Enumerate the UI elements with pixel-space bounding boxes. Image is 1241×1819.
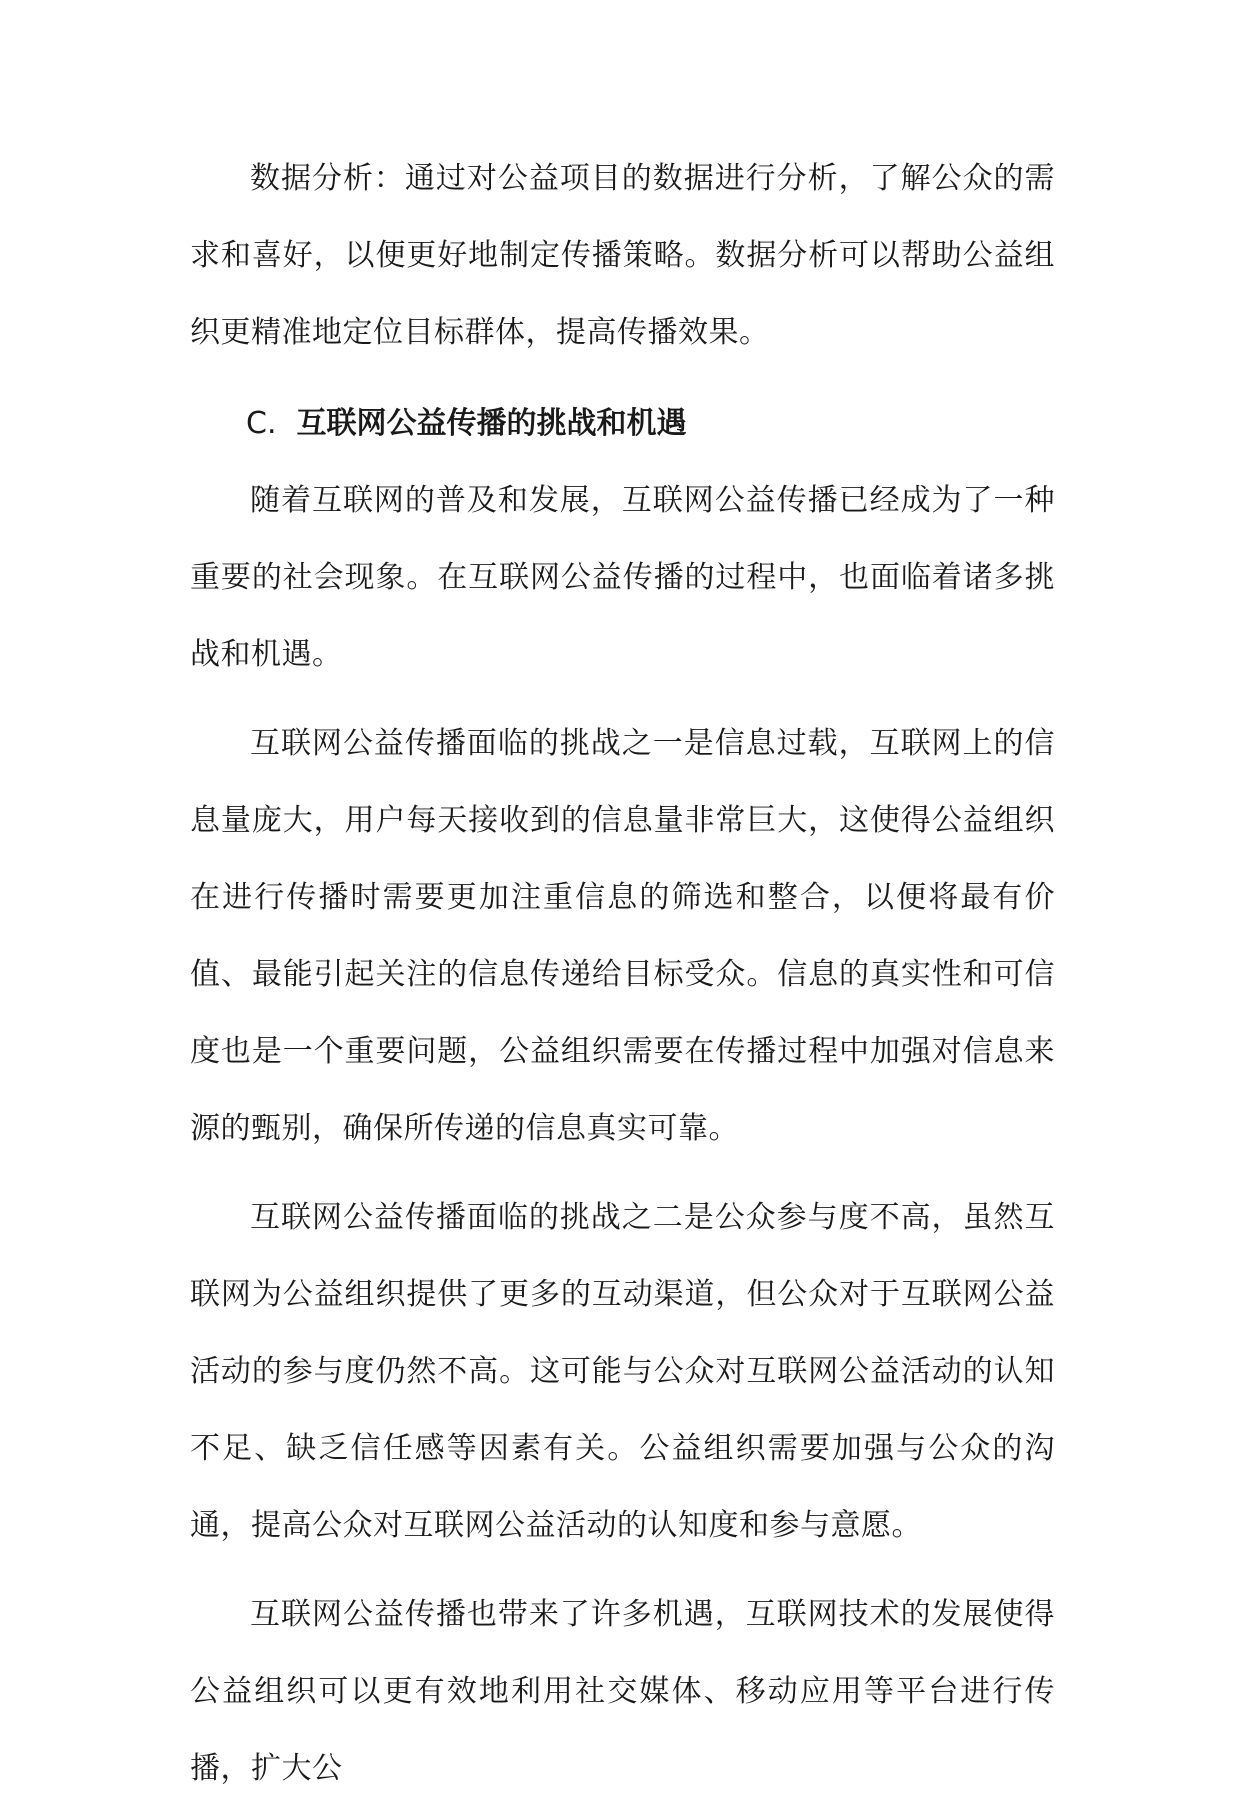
section-number: C. (246, 406, 277, 441)
section-heading (190, 385, 1055, 462)
paragraph-opportunities: 互联网公益传播也带来了许多机遇，互联网技术的发展使得公益组织可以更有效地利用社交媒体、移动应用等平台进行传播，扩大公 (190, 1597, 1055, 1786)
paragraph-intro: 随着互联网的普及和发展，互联网公益传播已经成为了一种重要的社会现象。在互联网公益传播的过程中，也面临着诸多挑战和机遇。 (190, 483, 1055, 672)
document-page (190, 140, 1055, 1819)
section-title: 互联网公益传播的挑战和机遇 (296, 406, 687, 441)
paragraph-challenge-one: 互联网公益传播面临的挑战之一是信息过载，互联网上的信息量庞大，用户每天接收到的信息量非常巨大，这使得公益组织在进行传播时需要更加注重信息的筛选和整合，以便将最有价值、最能引起关注的信息传递给目标受众。信息的真实性和可信度也是一个重要问题，公益组织需要在传播过程中加强对信息来源的甄别，确保所传递的信息真实可靠。 (190, 726, 1055, 1146)
paragraph-data-analysis: 数据分析：通过对公益项目的数据进行分析，了解公众的需求和喜好，以便更好地制定传播策略。数据分析可以帮助公益组织更精准地定位目标群体，提高传播效果。 (190, 161, 1055, 350)
paragraph-challenge-two: 互联网公益传播面临的挑战之二是公众参与度不高，虽然互联网为公益组织提供了更多的互动渠道，但公众对于互联网公益活动的参与度仍然不高。这可能与公众对互联网公益活动的认知不足、缺乏信任感等因素有关。公益组织需要加强与公众的沟通，提高公众对互联网公益活动的认知度和参与意愿。 (190, 1200, 1055, 1543)
